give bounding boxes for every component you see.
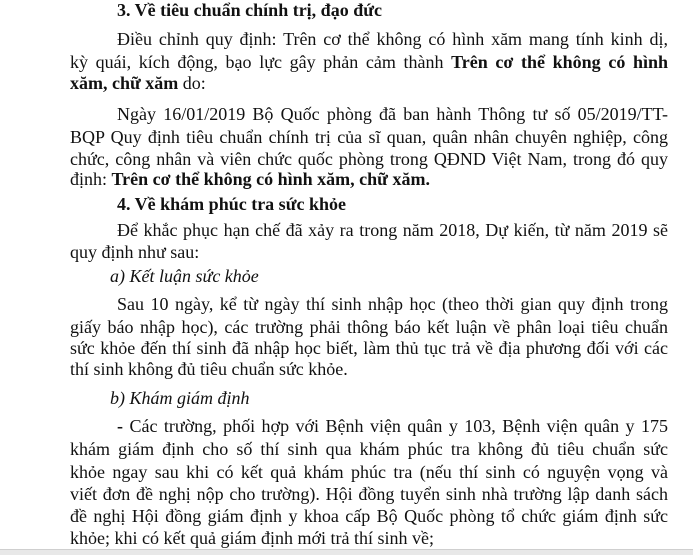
paragraph-line: viết đơn đề nghị nộp cho trường). Hội đồng tuyển sinh nhà trường lập danh sách [70, 484, 668, 504]
subheading-b: b) Khám giám định [110, 388, 250, 408]
bold-text: Trên cơ thể không có hình [451, 52, 668, 72]
bold-text: Trên cơ thể không có hình xăm, chữ xăm. [111, 169, 430, 189]
paragraph-line: Để khắc phục hạn chế đã xảy ra trong năm 2018, Dự kiến, từ năm 2019 sẽ [117, 220, 668, 240]
paragraph-line: khỏe; khi có kết quả giám định mới trả thí sinh về; [70, 528, 434, 548]
paragraph-line: Điều chỉnh quy định: Trên cơ thể không có hình xăm mang tính kinh dị, [117, 29, 668, 49]
paragraph-line: khám giám định cho số thí sinh qua khám phúc tra không đủ tiêu chuẩn sức [70, 439, 668, 459]
paragraph-line: thí sinh không đủ tiêu chuẩn sức khỏe. [70, 359, 348, 379]
subheading-a: a) Kết luận sức khỏe [110, 266, 259, 286]
paragraph-line [70, 169, 668, 189]
paragraph-line: chức, công nhân và viên chức quốc phòng trong QĐND Việt Nam, trong đó quy [70, 149, 668, 169]
paragraph-line: sức khỏe đến thí sinh đã nhập học biết, làm thủ tục trả về địa phương đối với các [70, 338, 668, 358]
bold-text: xăm, chữ xăm [70, 73, 179, 93]
dash: - [117, 416, 130, 436]
paragraph-line: Ngày 16/01/2019 Bộ Quốc phòng đã ban hành Thông tư số 05/2019/TT- [117, 104, 668, 124]
section-4-heading: 4. Về khám phúc tra sức khỏe [117, 194, 346, 214]
paragraph-line: Sau 10 ngày, kể từ ngày thí sinh nhập học (theo thời gian quy định trong [117, 294, 668, 314]
paragraph-line: khỏe ngay sau khi có kết quả khám phúc tra (nếu thí sinh có nguyện vọng và [70, 462, 668, 482]
text: Các trường, phối hợp với Bệnh viện quân y 103, Bệnh viện quân y 175 [129, 416, 668, 436]
paragraph-line [117, 416, 668, 436]
text: kỳ quái, kích động, bạo lực gây phản cảm thành [70, 52, 452, 72]
paragraph-line: giấy báo nhập học), các trường phải thông báo kết luận về phân loại tiêu chuẩn [70, 317, 668, 337]
section-3-heading: 3. Về tiêu chuẩn chính trị, đạo đức [117, 0, 382, 20]
paragraph-line: BQP Quy định tiêu chuẩn chính trị của sĩ quan, quân nhân chuyên nghiệp, công [70, 127, 668, 147]
paragraph-line: đề nghị Hội đồng giám định y khoa cấp Bộ Quốc phòng tổ chức giám định sức [70, 506, 668, 526]
bottom-scroll-bar[interactable] [0, 549, 693, 555]
paragraph-line [70, 73, 668, 93]
text: do: [178, 73, 206, 93]
paragraph-line: quy định như sau: [70, 242, 200, 262]
text: định: [70, 169, 112, 189]
paragraph-line [70, 52, 668, 72]
